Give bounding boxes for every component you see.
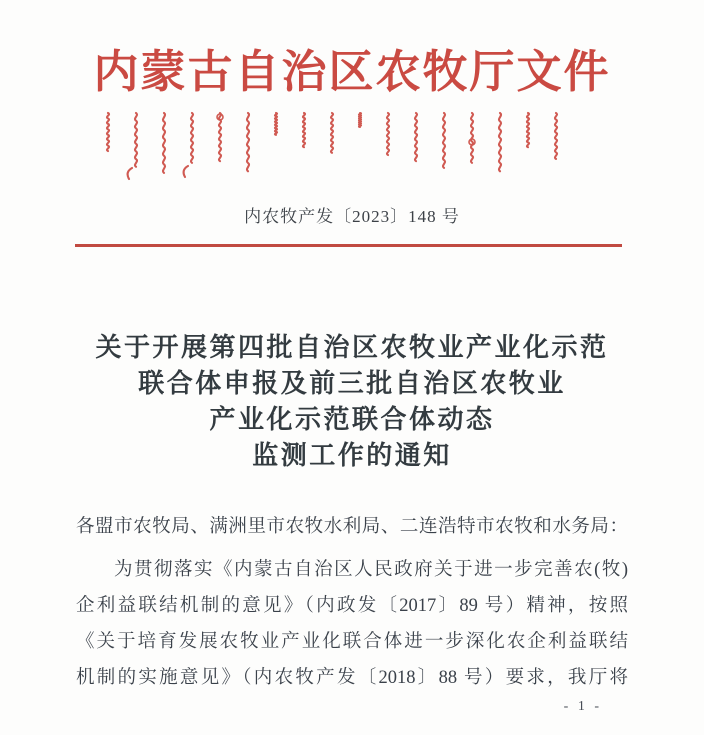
mongolian-script-columns (107, 113, 557, 179)
recipients-line: 各盟市农牧局、满洲里市农牧水利局、二连浩特市农牧和水务局： (76, 517, 628, 537)
body-paragraph (76, 552, 628, 696)
body-line-3: 《关于培育发展农牧业产业化联合体进一步深化农企利益联结 (76, 632, 628, 652)
body-line-2: 企利益联结机制的意见》（内政发〔2017〕89 号）精神，按照 (76, 596, 628, 616)
issuing-agency-title: 内蒙古自治区农牧厅文件 (93, 47, 611, 97)
notice-title-line-4: 监测工作的通知 (252, 441, 452, 470)
body-line-1: 为贯彻落实《内蒙古自治区人民政府关于进一步完善农(牧) (114, 560, 628, 580)
body-line-4: 机制的实施意见》（内农牧产发〔2018〕88 号）要求，我厅将 (76, 668, 628, 688)
notice-title (30, 330, 674, 474)
red-divider-line (75, 244, 622, 247)
mongolian-script-header (0, 110, 704, 184)
notice-title-line-3: 产业化示范联合体动态 (209, 405, 495, 434)
page-number: - 1 - (563, 699, 602, 714)
notice-title-line-2: 联合体申报及前三批自治区农牧业 (138, 369, 566, 398)
notice-title-line-1: 关于开展第四批自治区农牧业产业化示范 (95, 333, 609, 362)
document-number: 内农牧产发〔2023〕148 号 (244, 207, 460, 226)
